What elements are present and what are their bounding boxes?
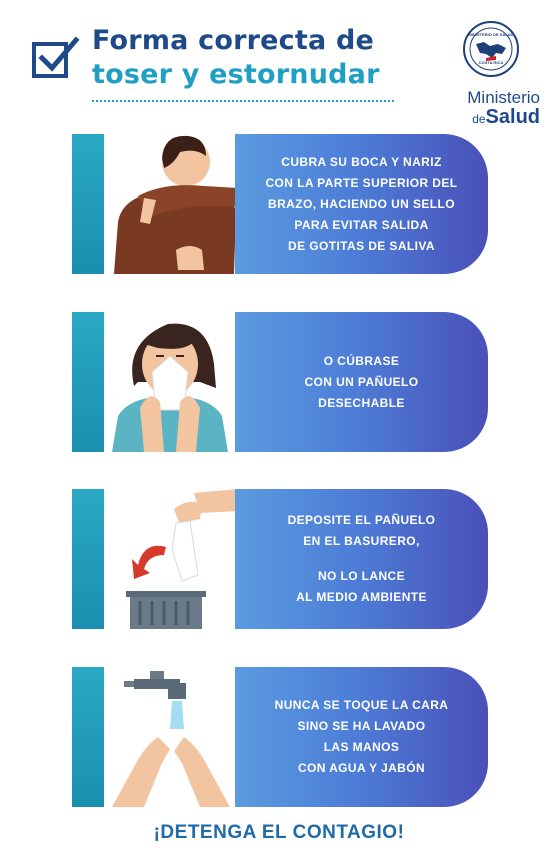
step-cough-into-arm — [72, 134, 488, 274]
step-text: CON LA PARTE SUPERIOR DEL — [265, 175, 458, 190]
title-divider — [92, 100, 394, 102]
person-coughing-into-elbow-icon — [104, 134, 239, 274]
seal — [462, 20, 520, 78]
hands-washing-under-faucet-icon — [104, 667, 239, 807]
page-title — [92, 24, 412, 92]
step-text: NUNCA SE TOQUE LA CARA — [274, 698, 449, 712]
seal-bottom-text: COSTA RICA — [478, 60, 504, 65]
step-accent-bar — [72, 312, 104, 452]
step-text: O CÚBRASE — [323, 353, 400, 368]
step-dispose-tissue — [72, 489, 488, 629]
step-text: CON UN PAÑUELO — [304, 374, 419, 389]
step-text: LAS MANOS — [323, 740, 400, 754]
step-accent-bar — [72, 134, 104, 274]
step-text: DESECHABLE — [318, 395, 405, 410]
logo-name-de: de — [472, 112, 486, 126]
step-text: CUBRA SU BOCA Y NARIZ — [281, 154, 442, 169]
title-line-1: Forma correcta de — [92, 25, 375, 56]
step-instruction-card — [235, 134, 488, 274]
seal-emblem-icon — [462, 20, 520, 78]
checkbox-check-icon — [32, 36, 80, 78]
step-text: CON AGUA Y JABÓN — [297, 761, 426, 775]
logo-name-line2 — [448, 106, 540, 129]
step-instruction-card — [235, 312, 488, 452]
step-text: SINO SE HA LAVADO — [297, 719, 426, 733]
step-text: DE GOTITAS DE SALIVA — [288, 238, 435, 253]
hand-dropping-tissue-in-bin-icon — [104, 489, 239, 629]
footer-slogan: ¡DETENGA EL CONTAGIO! — [153, 822, 405, 843]
step-text: PARA EVITAR SALIDA — [294, 217, 429, 232]
step-text: NO LO LANCE — [317, 569, 406, 583]
woman-with-tissue-icon — [104, 312, 239, 452]
ministerio-logo — [448, 20, 540, 130]
title-line-2: toser y estornudar — [92, 59, 380, 90]
step-wash-hands — [72, 667, 488, 807]
step-text: DEPOSITE EL PAÑUELO — [287, 513, 436, 527]
step-instruction-card — [235, 667, 488, 807]
step-text: BRAZO, HACIENDO UN SELLO — [268, 196, 455, 211]
logo-name-line1: Ministerio — [467, 88, 540, 107]
step-text: AL MEDIO AMBIENTE — [296, 590, 427, 604]
step-accent-bar — [72, 667, 104, 807]
step-text: EN EL BASURERO, — [303, 534, 420, 548]
step-instruction-card — [235, 489, 488, 629]
seal-top-text: MINISTERIO DE SALUD — [468, 32, 514, 37]
step-use-tissue — [72, 312, 488, 452]
logo-name-salud: Salud — [485, 106, 540, 128]
step-accent-bar — [72, 489, 104, 629]
